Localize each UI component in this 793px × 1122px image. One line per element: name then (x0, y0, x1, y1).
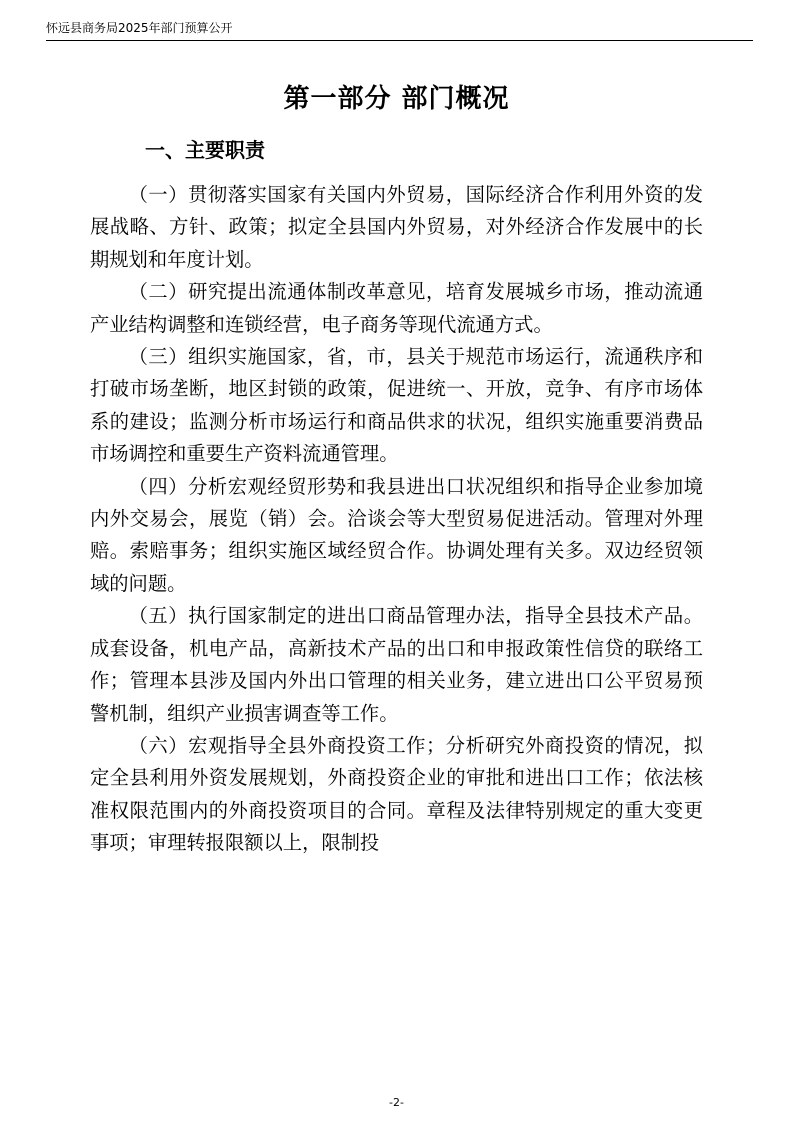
page-number: -2- (389, 1096, 404, 1109)
duty-paragraph-4: （四）分析宏观经贸形势和我县进出口状况组织和指导企业参加境内外交易会，展览（销）会。洽谈会等大型贸易促进活动。管理对外理赔。索赔事务；组织实施区域经贸合作。协调处理有关多。双边经贸领域的问题。 (90, 474, 703, 595)
header-divider (46, 40, 753, 41)
body-text (90, 179, 703, 860)
duty-paragraph-5: （五）执行国家制定的进出口商品管理办法，指导全县技术产品。成套设备，机电产品，高新技术产品的出口和申报政策性信贷的联络工作；管理本县涉及国内外出口管理的相关业务，建立进出口公平贸易预警机制，组织产业损害调查等工作。 (90, 604, 703, 725)
duty-paragraph-3: （三）组织实施国家，省，市，县关于规范市场运行，流通秩序和打破市场垄断，地区封锁的政策，促进统一、开放，竞争、有序市场体系的建设；监测分析市场运行和商品供求的状况，组织实施重要消费品市场调控和重要生产资料流通管理。 (90, 345, 703, 466)
section-heading: 一、主要职责 (145, 138, 265, 162)
running-header: 怀远县商务局2025年部门预算公开 (46, 21, 233, 35)
duty-paragraph-1: （一）贯彻落实国家有关国内外贸易，国际经济合作利用外资的发展战略、方针、政策；拟定全县国内外贸易，对外经济合作发展中的长期规划和年度计划。 (90, 183, 703, 271)
duty-paragraph-2: （二）研究提出流通体制改革意见，培育发展城乡市场，推动流通产业结构调整和连锁经营，电子商务等现代流通方式。 (90, 280, 703, 336)
duty-paragraph-6: （六）宏观指导全县外商投资工作；分析研究外商投资的情况，拟定全县利用外资发展规划，外商投资企业的审批和进出口工作；依法核准权限范围内的外商投资项目的合同。章程及法律特别规定的重大变更事项；审理转报限额以上，限制投 (90, 733, 703, 855)
page-title: 第一部分 部门概况 (283, 84, 510, 114)
